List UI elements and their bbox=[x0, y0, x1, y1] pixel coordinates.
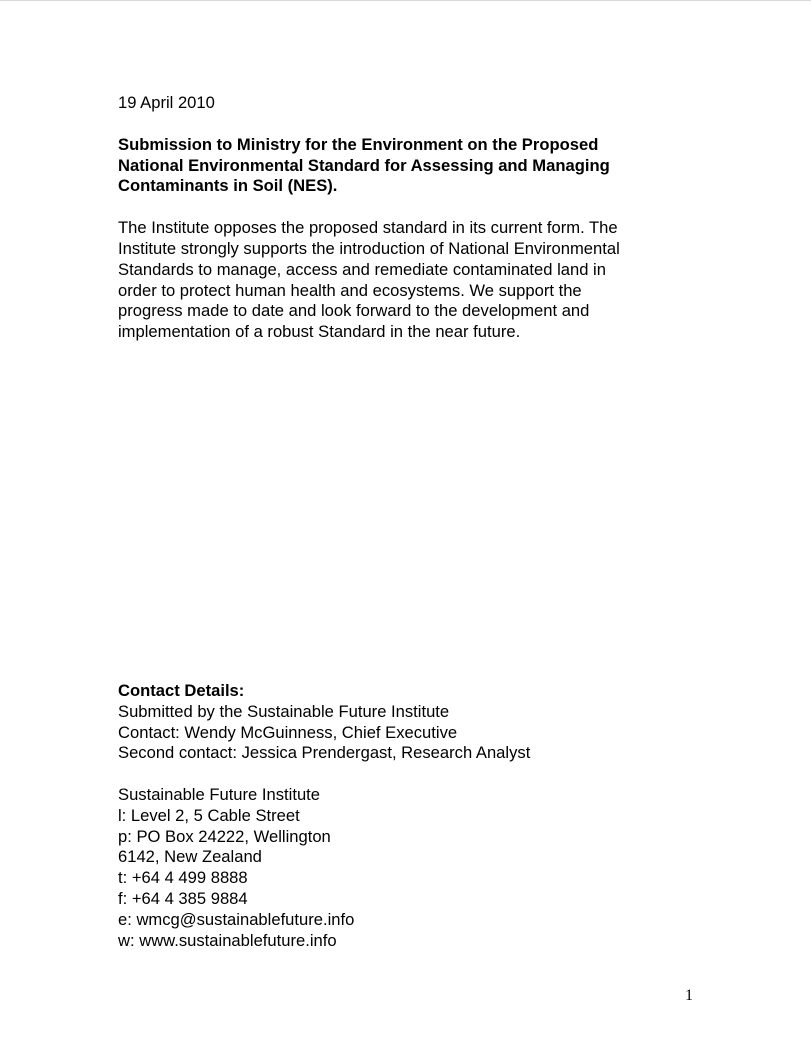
phone-number: t: +64 4 499 8888 bbox=[118, 868, 248, 888]
primary-contact: Contact: Wendy McGuinness, Chief Executive bbox=[118, 722, 458, 742]
address-org: Sustainable Future Institute bbox=[118, 784, 321, 804]
address-po-box: p: PO Box 24222, Wellington bbox=[118, 826, 331, 846]
website-link[interactable]: w: www.sustainablefuture.info bbox=[118, 930, 337, 950]
page-number: 1 bbox=[685, 987, 693, 1004]
address-postcode: 6142, New Zealand bbox=[118, 847, 262, 867]
email-address[interactable]: e: wmcg@sustainablefuture.info bbox=[118, 909, 355, 929]
fax-number: f: +64 4 385 9884 bbox=[118, 888, 248, 908]
address-street: l: Level 2, 5 Cable Street bbox=[118, 805, 300, 825]
page-top-edge bbox=[0, 0, 811, 1]
document-body bbox=[118, 93, 678, 343]
document-paragraph: The Institute opposes the proposed standard in its current form. The Institute strongly supports the introduction of National Environmental Standards to manage, access and remediate contaminated land in order to protect human health and ecosystems. We support the progress made to date and look forward to the development and implementation of a robust Standard in the near future. bbox=[118, 218, 620, 342]
spacer bbox=[118, 764, 678, 785]
contact-details bbox=[118, 681, 678, 951]
secondary-contact: Second contact: Jessica Prendergast, Research Analyst bbox=[118, 743, 531, 763]
contact-heading: Contact Details: bbox=[118, 681, 245, 700]
document-title: Submission to Ministry for the Environment on the Proposed National Environmental Standard for Assessing and Managing Contaminants in Soil (NES). bbox=[118, 134, 610, 196]
document-date: 19 April 2010 bbox=[118, 93, 215, 112]
submitted-by: Submitted by the Sustainable Future Institute bbox=[118, 701, 450, 721]
